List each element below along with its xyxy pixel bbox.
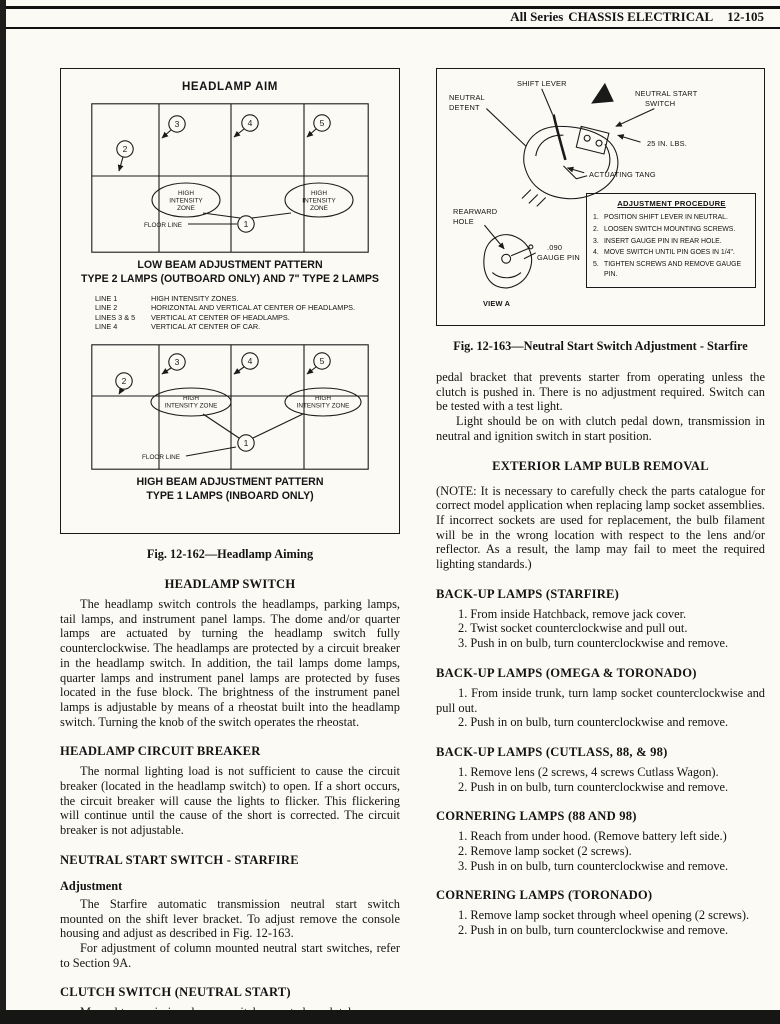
list-item: 3. Push in on bulb, turn counterclockwise and remove.	[458, 858, 729, 873]
procedure-step	[593, 237, 750, 246]
callout-4: 4	[247, 118, 253, 128]
hiz-label: INTENSITY ZONE	[164, 402, 218, 410]
hiz-label: INTENSITY	[302, 197, 336, 205]
para-light-test: Light should be on with clutch pedal down, transmission in neutral and ignition switch in start position.	[436, 414, 765, 443]
list-item: 2. Remove lamp socket (2 screws).	[458, 844, 632, 859]
hiz-label: ZONE	[310, 205, 328, 212]
heading-exterior-lamp-bulb-removal: EXTERIOR LAMP BULB REMOVAL	[492, 458, 709, 473]
procedure-step-text: POSITION SHIFT LEVER IN NEUTRAL.	[604, 214, 728, 221]
legend-row	[95, 322, 391, 332]
right-column	[436, 68, 765, 938]
header-section: CHASSIS ELECTRICAL	[568, 9, 714, 24]
list-item: 2. Push in on bulb, turn counterclockwise and remove.	[458, 779, 729, 794]
legend-row	[95, 303, 391, 313]
para-adjustment-1: The Starfire automatic transmission neutral start switch mounted on the shift lever bracket. To adjust remove the console housing and adjust as described in Fig. 12-163.	[60, 896, 400, 941]
figure-12-162-caption: Fig. 12-162—Headlamp Aiming	[146, 547, 314, 561]
header-bottom-rule	[0, 27, 780, 29]
figure-12-162-title: HEADLAMP AIM	[181, 81, 278, 93]
list-item: 1. From inside trunk, turn lamp socket counterclockwise and pull out.	[436, 685, 765, 715]
hiz-label: HIGH	[183, 395, 199, 403]
legend-desc: VERTICAL AT CENTER OF CAR.	[151, 322, 261, 332]
label-neutral-detent: NEUTRAL DETENT	[449, 93, 485, 112]
procedure-step-number: 2.	[593, 225, 599, 233]
hiz-label: HIGH	[311, 190, 327, 197]
callout-5: 5	[319, 356, 325, 367]
line-legend	[95, 294, 391, 333]
procedure-step-text: TIGHTEN SCREWS AND REMOVE GAUGE PIN.	[604, 261, 742, 278]
page-header	[510, 9, 764, 25]
label-view-a: VIEW A	[483, 299, 511, 308]
subheading-adjustment: Adjustment	[60, 878, 123, 893]
list-item: 3. Push in on bulb, turn counterclockwise and remove.	[458, 636, 729, 651]
high-beam-caption-line1: HIGH BEAM ADJUSTMENT PATTERN	[136, 476, 324, 489]
low-beam-caption	[69, 259, 391, 287]
figure-12-163	[436, 68, 765, 326]
legend-desc: HORIZONTAL AND VERTICAL AT CENTER OF HEADLAMPS.	[151, 303, 356, 313]
heading-cornering-toronado: CORNERING LAMPS (TORONADO)	[436, 888, 653, 903]
para-adjustment-2: For adjustment of column mounted neutral start switches, refer to Section 9A.	[60, 940, 400, 970]
procedure-step-text: INSERT GAUGE PIN IN REAR HOLE.	[604, 237, 722, 245]
high-beam-caption	[69, 476, 391, 504]
callout-1: 1	[243, 219, 249, 229]
list-item: 2. Push in on bulb, turn counterclockwise and remove.	[458, 715, 729, 730]
para-note: (NOTE: It is necessary to carefully check the parts catalogue for correct model application when replacing lamp socket assemblies. If incorrect sockets are used for replacement, the bulb filament will be in the wrong location with respect to the lens and/or reflector. As a result, the lamp may fail to meet the required lighting standards.)	[436, 483, 765, 572]
heading-cornering-88-98: CORNERING LAMPS (88 AND 98)	[436, 809, 637, 824]
figure-12-162	[60, 68, 400, 534]
list-item: 1. Remove lens (2 screws, 4 screws Cutlass Wagon).	[458, 764, 719, 779]
heading-headlamp-circuit-breaker: HEADLAMP CIRCUIT BREAKER	[60, 744, 261, 759]
hiz-label: HIGH	[178, 190, 194, 197]
high-beam-diagram	[91, 344, 369, 470]
scan-edge-bottom	[0, 1010, 780, 1024]
header-series: All Series	[510, 9, 564, 24]
header-page-number: 12-105	[727, 9, 764, 24]
low-beam-diagram	[91, 103, 369, 253]
label-rearward-hole: REARWARD HOLE	[453, 207, 498, 226]
procedure-step	[593, 225, 750, 234]
hiz-label: HIGH	[315, 395, 331, 403]
scan-edge-left	[0, 0, 6, 1024]
legend-row	[95, 313, 391, 323]
legend-term: LINE 4	[95, 322, 118, 332]
figure-12-163-caption: Fig. 12-163—Neutral Start Switch Adjustment - Starfire	[453, 339, 748, 353]
label-gauge-pin: .090 GAUGE PIN	[537, 243, 580, 262]
callout-3: 3	[174, 357, 180, 368]
procedure-step-number: 1.	[593, 214, 599, 221]
label-torque: 25 IN. LBS.	[647, 139, 687, 148]
heading-backup-omega-toronado: BACK-UP LAMPS (OMEGA & TORONADO)	[436, 665, 697, 680]
hiz-label: INTENSITY ZONE	[296, 402, 350, 410]
hiz-label: ZONE	[177, 205, 195, 212]
legend-row	[95, 294, 391, 304]
list-item: 1. Remove lamp socket through wheel opening (2 screws).	[458, 908, 750, 923]
list-item: 1. From inside Hatchback, remove jack cover.	[458, 606, 687, 621]
floor-line-label: FLOOR LINE	[142, 454, 180, 462]
label-shift-lever: SHIFT LEVER	[517, 79, 567, 88]
low-beam-caption-line2: TYPE 2 LAMPS (OUTBOARD ONLY) AND 7" TYPE 2 LAMPS	[81, 272, 379, 285]
floor-line-label: FLOOR LINE	[144, 222, 182, 229]
list-item: 2. Twist socket counterclockwise and pull out.	[458, 621, 688, 636]
callout-4: 4	[247, 356, 253, 367]
adjustment-procedure-box	[586, 193, 756, 288]
para-headlamp-switch: The headlamp switch controls the headlamps, parking lamps, tail lamps, and instrument panel lamps. The dome and/or quarter lamps are actuated by turning the headlamp switch fully counterclockwise. The headlamps are protected by a circuit breaker in the headlamp switch. In addition, the tail lamps dome lamps, quarter lamps and instrument panel lamps are protected by fuses located in the fuse block. The brightness of the instrument panel lamps is adjustable by means of a rheostat built into the headlamp switch. Turning the knob of the switch operates the rheostat.	[60, 597, 400, 729]
heading-neutral-start-switch: NEUTRAL START SWITCH - STARFIRE	[60, 852, 299, 867]
low-beam-caption-line1: LOW BEAM ADJUSTMENT PATTERN	[137, 259, 323, 271]
legend-term: LINE 2	[95, 303, 118, 313]
left-column	[60, 68, 400, 1020]
procedure-step	[593, 248, 750, 257]
low-beam-lines	[92, 104, 368, 252]
heading-backup-starfire: BACK-UP LAMPS (STARFIRE)	[436, 586, 619, 601]
legend-term: LINES 3 & 5	[95, 312, 136, 322]
hiz-label: INTENSITY	[169, 197, 203, 205]
para-circuit-breaker: The normal lighting load is not sufficient to cause the circuit breaker (located in the headlamp switch) to open. If a short occurs, the circuit breaker will cause the lights to flicker. This flickering will continue until the cause of the short is corrected. The circuit breaker is not adjustable.	[60, 764, 400, 838]
list-item: 2. Push in on bulb, turn counterclockwise and remove.	[458, 923, 729, 938]
procedure-step-text: LOOSEN SWITCH MOUNTING SCREWS.	[604, 225, 736, 233]
procedure-step	[593, 213, 750, 222]
procedure-step-number: 4.	[593, 249, 599, 257]
callout-5: 5	[319, 118, 325, 128]
heading-headlamp-switch: HEADLAMP SWITCH	[164, 577, 296, 591]
procedure-step-number: 5.	[593, 261, 599, 269]
callout-1: 1	[243, 438, 249, 449]
pointer-arrow	[591, 83, 614, 104]
callout-3: 3	[174, 119, 180, 129]
para-pedal-bracket: pedal bracket that prevents starter from operating unless the clutch is pushed in. There is no adjustment required. Switch can be tested with a test light.	[436, 370, 765, 414]
label-actuating-tang: ACTUATING TANG	[589, 170, 656, 179]
list-item: 1. Reach from under hood. (Remove battery left side.)	[458, 829, 727, 844]
procedure-step	[593, 260, 750, 279]
procedure-step-text: MOVE SWITCH UNTIL PIN GOES IN 1/4".	[604, 249, 735, 257]
legend-term: LINE 1	[95, 293, 118, 303]
heading-clutch-switch: CLUTCH SWITCH (NEUTRAL START)	[60, 985, 291, 1000]
legend-desc: HIGH INTENSITY ZONES.	[151, 293, 239, 303]
legend-desc: VERTICAL AT CENTER OF HEADLAMPS.	[151, 312, 290, 322]
high-beam-caption-line2: TYPE 1 LAMPS (INBOARD ONLY)	[146, 489, 314, 502]
callout-2: 2	[121, 376, 127, 387]
adjustment-procedure-title: ADJUSTMENT PROCEDURE	[617, 199, 726, 208]
label-neutral-start-switch: NEUTRAL START SWITCH	[635, 89, 698, 108]
procedure-step-number: 3.	[593, 237, 599, 245]
callout-2: 2	[122, 144, 128, 154]
heading-backup-cutlass-88-98: BACK-UP LAMPS (CUTLASS, 88, & 98)	[436, 744, 668, 759]
